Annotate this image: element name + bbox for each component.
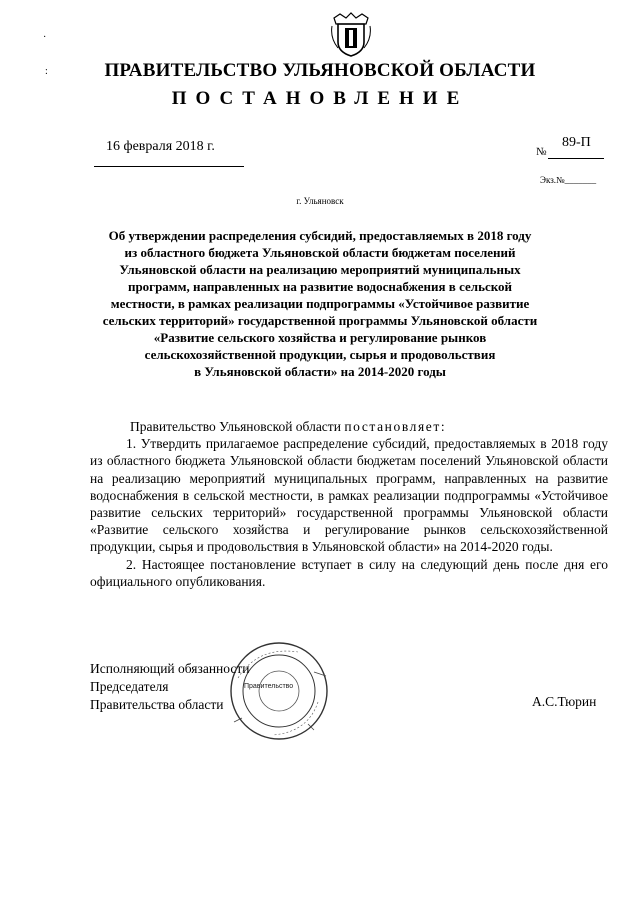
- signatory-position-line: Председателя: [90, 679, 169, 694]
- subject-line: сельских территорий» государственной программы Ульяновской области: [102, 313, 538, 328]
- intro-text: Правительство Ульяновской области: [130, 419, 341, 434]
- body-paragraph-2: 2. Настоящее постановление вступает в силу на следующий день после дня его официального опубликования.: [90, 556, 608, 589]
- subject-line: «Развитие сельского хозяйства и регулирование рынков: [153, 330, 487, 345]
- government-title: ПРАВИТЕЛЬСТВО УЛЬЯНОВСКОЙ ОБЛАСТИ: [104, 60, 536, 81]
- subject-line: Ульяновской области на реализацию мероприятий муниципальных: [119, 262, 521, 277]
- subject-line: местности, в рамках реализации подпрограммы «Устойчивое развитие: [110, 296, 530, 311]
- seal-label: Правительство: [244, 683, 294, 690]
- document-date: 16 февраля 2018 г.: [106, 139, 215, 154]
- city-label: г. Ульяновск: [296, 196, 344, 206]
- document-subject: [100, 227, 540, 380]
- subject-line: сельскохозяйственной продукции, сырья и продовольствия: [144, 347, 496, 362]
- signatory-name: А.С.Тюрин: [532, 694, 597, 709]
- date-underline: [94, 166, 244, 167]
- body-paragraph-1: 1. Утвердить прилагаемое распределение субсидий, предоставляемых в 2018 году из областного бюджета Ульяновской области бюджетам поселений Ульяновской области на реализацию мероприятий муниципальных программ, направленных на развитие водоснабжения в сельской местности, в рамках реализации подпрограммы «Устойчивое развитие сельских территорий» государственной программы Ульяновской области «Развитие сельского хозяйства и регулирование рынков сельскохозяйственной продукции, сырья и продовольствия в Ульяновской области» на 2014-2020 годы.: [90, 436, 608, 555]
- coat-of-arms-icon: [330, 12, 372, 58]
- signature-block: [90, 660, 249, 714]
- document-type: ПОСТАНОВЛЕНИЕ: [171, 88, 469, 109]
- margin-mark: ·: [43, 32, 47, 43]
- number-prefix: №: [536, 146, 547, 158]
- subject-line: из областного бюджета Ульяновской области бюджетам поселений: [124, 245, 516, 260]
- copy-number-label: Экз.№_______: [540, 175, 597, 185]
- intro-verb: постановляет:: [344, 419, 447, 434]
- subject-line: Об утверждении распределения субсидий, предоставляемых в 2018 году: [108, 228, 532, 243]
- subject-line: программ, направленных на развитие водоснабжения в сельской: [127, 279, 513, 294]
- signatory-position-line: Исполняющий обязанности: [90, 661, 250, 676]
- subject-line: в Ульяновской области» на 2014-2020 годы: [194, 364, 446, 379]
- margin-mark: :: [45, 66, 48, 77]
- signatory-position-line: Правительства области: [90, 697, 224, 712]
- document-number: 89-П: [562, 135, 591, 150]
- body-intro: [90, 418, 608, 435]
- document-body: [90, 418, 608, 590]
- number-underline: [548, 158, 604, 159]
